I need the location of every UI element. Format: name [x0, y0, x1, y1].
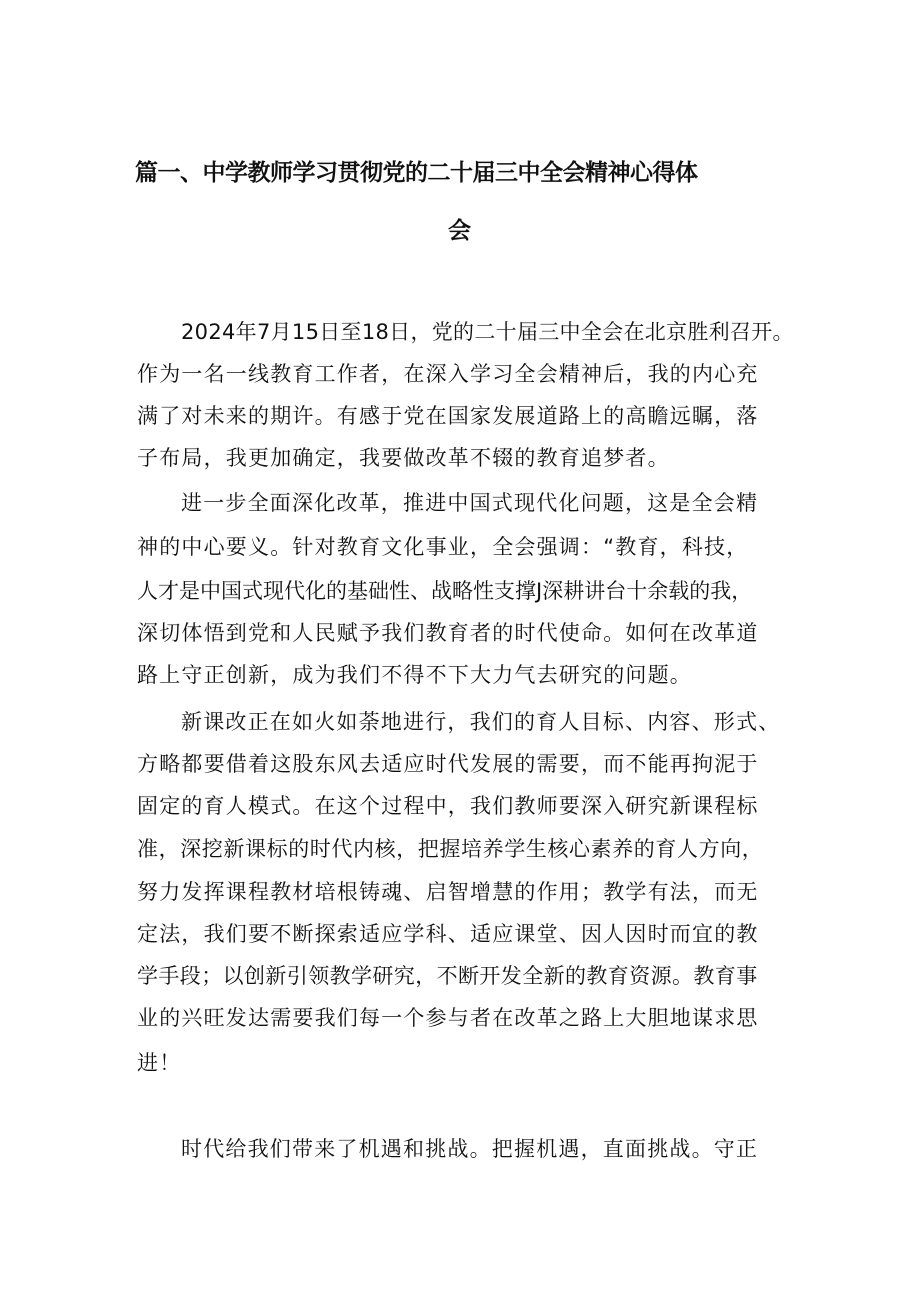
paragraph-2-line-2: 神的中心要义。针对教育文化事业，全会强调：“教育，科技， — [137, 535, 749, 559]
paragraph-1-line-2: 作为一名一线教育工作者，在深入学习全会精神后，我的内心充 — [137, 362, 759, 386]
paragraph-4-line-1: 时代给我们带来了机遇和挑战。把握机遇，直面挑战。守正 — [181, 1137, 759, 1161]
paragraph-3-line-1: 新课改正在如火如荼地进行，我们的育人目标、内容、形式、 — [181, 710, 781, 734]
paragraph-3-line-4: 准，深挖新课标的时代内核，把握培养学生核心素养的育人方向， — [137, 837, 764, 861]
paragraph-1-line-3: 满了对未来的期许。有感于党在国家发展道路上的高瞻远瞩，落 — [137, 404, 759, 428]
paragraph-2-line-3: 人才是中国式现代化的基础性、战略性支撑J深耕讲台十余载的我， — [137, 579, 753, 603]
paragraph-2-line-1: 进一步全面深化改革，推进中国式现代化问题，这是全会精 — [181, 491, 759, 515]
paragraph-3-line-2: 方略都要借着这股东风去适应时代发展的需要，而不能再拘泥于 — [137, 752, 759, 776]
paragraph-3-line-6: 定法，我们要不断探索适应学科、适应课堂、因人因时而宜的教 — [137, 922, 759, 946]
document-title-line-1: 篇一、中学教师学习贯彻党的二十届三中全会精神心得体 — [135, 160, 698, 186]
paragraph-3-line-9: 进！ — [137, 1051, 182, 1075]
paragraph-3-line-8: 业的兴旺发达需要我们每一个参与者在改革之路上大胆地谋求思 — [137, 1006, 759, 1030]
paragraph-3-line-3: 固定的育人模式。在这个过程中，我们教师要深入研究新课程标 — [137, 794, 759, 818]
document-title-line-2: 会 — [448, 218, 471, 244]
paragraph-1-line-1: 2024年7月15日至18日，党的二十届三中全会在北京胜利召开。 — [181, 320, 794, 344]
paragraph-1-line-4: 子布局，我更加确定，我要做改革不辍的教育追梦者。 — [137, 446, 670, 470]
paragraph-3-line-7: 学手段；以创新引领教学研究，不断开发全新的教育资源。教育事 — [137, 964, 758, 988]
paragraph-2-line-4: 深切体悟到党和人民赋予我们教育者的时代使命。如何在改革道 — [137, 621, 759, 645]
paragraph-2-line-5: 路上守正创新，成为我们不得不下大力气去研究的问题。 — [137, 663, 692, 687]
paragraph-3-line-5: 努力发挥课程教材培根铸魂、启智增慧的作用；教学有法，而无 — [137, 880, 759, 904]
